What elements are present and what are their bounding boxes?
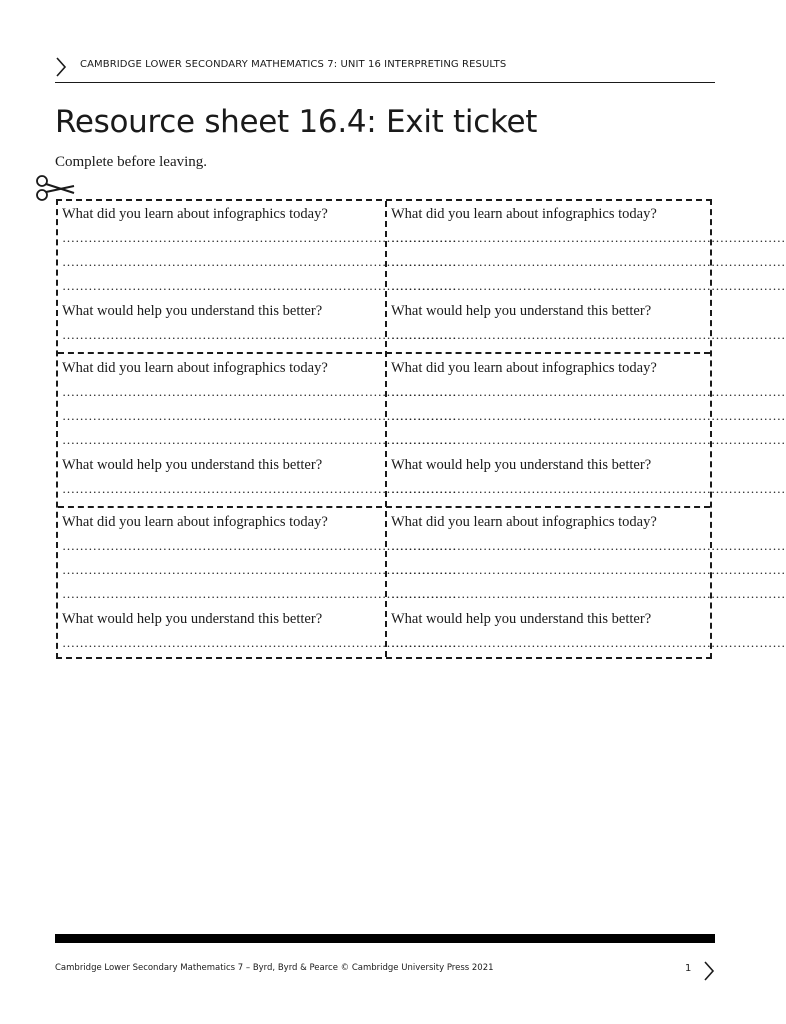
answer-line[interactable]: ……………………………………………………………………………… [62,230,457,245]
answer-line[interactable]: ……………………………………………………………………………… [62,432,457,447]
answer-line[interactable]: ……………………………………………………………………………… [62,278,457,293]
answer-line[interactable]: ……………………………………………………………………………… [391,635,786,650]
question-learn-label: What did you learn about infographics today? [391,514,657,530]
question-learn-label: What did you learn about infographics today? [62,206,328,222]
instructions: Complete before leaving. [55,154,208,170]
question-help-label: What would help you understand this better? [391,303,652,319]
running-header [55,55,715,83]
answer-line[interactable]: ……………………………………………………………………………… [62,254,457,269]
exit-ticket [391,514,786,660]
chevron-right-icon [55,57,67,77]
question-learn-label: What did you learn about infographics today? [391,360,657,376]
page-title: Resource sheet 16.4: Exit ticket [55,104,538,140]
question-learn-label: What did you learn about infographics today? [62,360,328,376]
question-help-label: What would help you understand this better? [391,457,652,473]
answer-line[interactable]: ……………………………………………………………………………… [391,278,786,293]
exit-ticket [62,514,457,660]
header-title: CAMBRIDGE LOWER SECONDARY MATHEMATICS 7: UNIT 16 INTERPRETING RESULTS [80,59,507,70]
question-learn-label: What did you learn about infographics today? [391,206,657,222]
scissors-icon [34,174,76,202]
question-help-label: What would help you understand this better? [62,611,323,627]
exit-ticket [391,360,786,506]
footer-credit: Cambridge Lower Secondary Mathematics 7 – Byrd, Byrd & Pearce © Cambridge University Press 2021 [55,963,494,973]
answer-line[interactable]: ……………………………………………………………………………… [391,481,786,496]
exit-ticket [62,360,457,506]
question-help-label: What would help you understand this better? [62,303,323,319]
horizontal-cut-line [58,352,710,354]
answer-line[interactable]: ……………………………………………………………………………… [391,254,786,269]
answer-line[interactable]: ……………………………………………………………………………… [62,586,457,601]
answer-line[interactable]: ……………………………………………………………………………… [62,408,457,423]
exit-ticket [391,206,786,352]
answer-line[interactable]: ……………………………………………………………………………… [391,408,786,423]
answer-line[interactable]: ……………………………………………………………………………… [62,481,457,496]
answer-line[interactable]: ……………………………………………………………………………… [62,562,457,577]
answer-line[interactable]: ……………………………………………………………………………… [391,432,786,447]
question-learn-label: What did you learn about infographics today? [62,514,328,530]
answer-line[interactable]: ……………………………………………………………………………… [62,635,457,650]
answer-line[interactable]: ……………………………………………………………………………… [391,384,786,399]
horizontal-cut-line [58,506,710,508]
question-help-label: What would help you understand this better? [62,457,323,473]
question-help-label: What would help you understand this better? [391,611,652,627]
answer-line[interactable]: ……………………………………………………………………………… [391,586,786,601]
answer-line[interactable]: ……………………………………………………………………………… [391,538,786,553]
answer-line[interactable]: ……………………………………………………………………………… [391,230,786,245]
page-number: 1 [685,963,692,974]
answer-line[interactable]: ……………………………………………………………………………… [62,538,457,553]
answer-line[interactable]: ……………………………………………………………………………… [391,327,786,342]
footer-bar [55,934,715,943]
chevron-right-icon[interactable] [703,961,715,981]
exit-ticket [62,206,457,352]
answer-line[interactable]: ……………………………………………………………………………… [391,562,786,577]
answer-line[interactable]: ……………………………………………………………………………… [62,327,457,342]
answer-line[interactable]: ……………………………………………………………………………… [62,384,457,399]
